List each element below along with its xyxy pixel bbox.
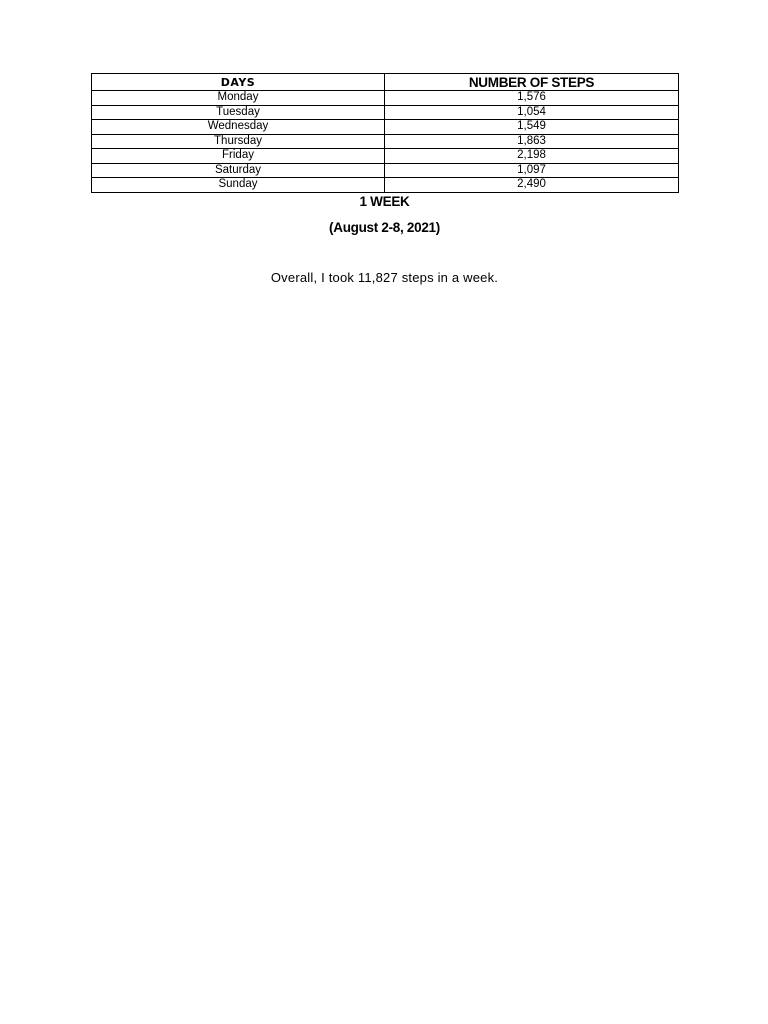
day-cell: Friday <box>92 149 385 164</box>
day-cell: Wednesday <box>92 120 385 135</box>
steps-cell: 1,576 <box>385 91 679 106</box>
table-row <box>92 91 679 106</box>
steps-cell: 1,549 <box>385 120 679 135</box>
steps-cell: 2,198 <box>385 149 679 164</box>
days-column-header: DAYS <box>92 74 385 91</box>
steps-table <box>91 73 679 193</box>
day-cell: Thursday <box>92 134 385 149</box>
day-cell: Monday <box>92 91 385 106</box>
day-cell: Tuesday <box>92 105 385 120</box>
table-caption-title: 1 WEEK <box>359 194 410 209</box>
table-row <box>92 105 679 120</box>
day-cell: Sunday <box>92 178 385 193</box>
table-caption-date-range: (August 2-8, 2021) <box>329 220 440 235</box>
steps-cell: 1,097 <box>385 163 679 178</box>
table-row <box>92 120 679 135</box>
steps-column-header: NUMBER OF STEPS <box>385 74 679 91</box>
table-row <box>92 163 679 178</box>
table-header-row <box>92 74 679 91</box>
steps-cell: 2,490 <box>385 178 679 193</box>
day-cell: Saturday <box>92 163 385 178</box>
table-row <box>92 134 679 149</box>
steps-cell: 1,054 <box>385 105 679 120</box>
steps-cell: 1,863 <box>385 134 679 149</box>
table-row <box>92 178 679 193</box>
table-row <box>92 149 679 164</box>
summary-text: Overall, I took 11,827 steps in a week. <box>270 270 499 285</box>
